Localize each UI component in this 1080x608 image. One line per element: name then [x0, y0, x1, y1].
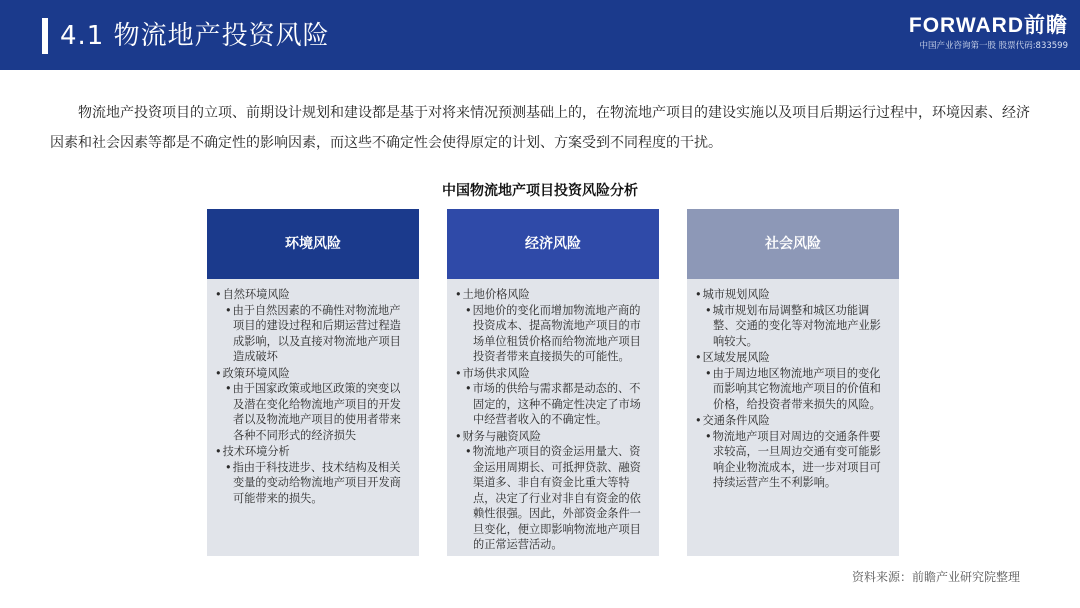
intro-paragraph	[50, 98, 1040, 158]
column-header: 环境风险	[207, 209, 419, 279]
section-title: • 技术环境分析	[215, 444, 409, 460]
section-text: • 指由于科技进步、技术结构及相关变量的变动给物流地产项目开发商可能带来的损失。	[215, 460, 409, 507]
section-text: • 由于自然因素的不确性对物流地产项目的建设过程和后期运营过程造成影响，以及直接对物流地产项目造成破坏	[215, 303, 409, 365]
source-note: 资料来源：前瞻产业研究院整理	[851, 570, 1020, 584]
section-title: • 土地价格风险	[455, 287, 649, 303]
intro-text: 物流地产投资项目的立项、前期设计规划和建设都是基于对将来情况预测基础上的，在物流地产项目的建设实施以及项目后期运行过程中，环境因素、经济因素和社会因素等都是不确定性的影响因素，而这些不确定性会使得原定的计划、方案受到不同程度的干扰。	[50, 105, 1030, 151]
section-title: • 财务与融资风险	[455, 429, 649, 445]
column-header: 社会风险	[687, 209, 899, 279]
section-text: • 由于周边地区物流地产项目的变化而影响其它物流地产项目的价值和价格，给投资者带来损失的风险。	[695, 366, 889, 413]
section-text: • 因地价的变化而增加物流地产商的投资成本、提高物流地产项目的市场单位租赁价格而给物流地产项目投资者带来直接损失的可能性。	[455, 303, 649, 365]
page-title: 4.1 物流地产投资风险	[60, 21, 330, 51]
section-text: • 由于国家政策或地区政策的突变以及潜在变化给物流地产项目的开发者以及物流地产项目的使用者带来各种不同形式的经济损失	[215, 381, 409, 443]
brand-logo	[848, 14, 1068, 52]
section-text: • 城市规划布局调整和城区功能调整、交通的变化等对物流地产业影响较大。	[695, 303, 889, 350]
section-title: • 市场供求风险	[455, 366, 649, 382]
risk-column-environment	[207, 209, 419, 556]
header-banner	[0, 0, 1080, 70]
column-body	[447, 279, 659, 553]
logo-tagline: 中国产业咨询第一股 股票代码:833599	[919, 41, 1068, 51]
section-title: • 交通条件风险	[695, 413, 889, 429]
figure-title: 中国物流地产项目投资风险分析	[442, 183, 638, 199]
logo-wordmark: FORWARD前瞻	[908, 14, 1068, 37]
risk-column-social	[687, 209, 899, 556]
section-title: • 自然环境风险	[215, 287, 409, 303]
risk-column-economic	[447, 209, 659, 556]
title-accent-bar	[42, 18, 48, 54]
section-title: • 区域发展风险	[695, 350, 889, 366]
column-body	[207, 279, 419, 506]
section-text: • 物流地产项目的资金运用量大、资金运用周期长、可抵押贷款、融资渠道多、非自有资金比重大等特点，决定了行业对非自有资金的依赖性很强。因此，外部资金条件一旦变化，便立即影响物流地产项目的正常运营活动。	[455, 444, 649, 553]
section-title: • 政策环境风险	[215, 366, 409, 382]
section-title: • 城市规划风险	[695, 287, 889, 303]
section-text: • 市场的供给与需求都是动态的、不固定的，这种不确定性决定了市场中经营者收入的不确定性。	[455, 381, 649, 428]
column-body	[687, 279, 899, 491]
section-text: • 物流地产项目对周边的交通条件要求较高，一旦周边交通有变可能影响企业物流成本，进一步对项目可持续运营产生不利影响。	[695, 429, 889, 491]
column-header: 经济风险	[447, 209, 659, 279]
